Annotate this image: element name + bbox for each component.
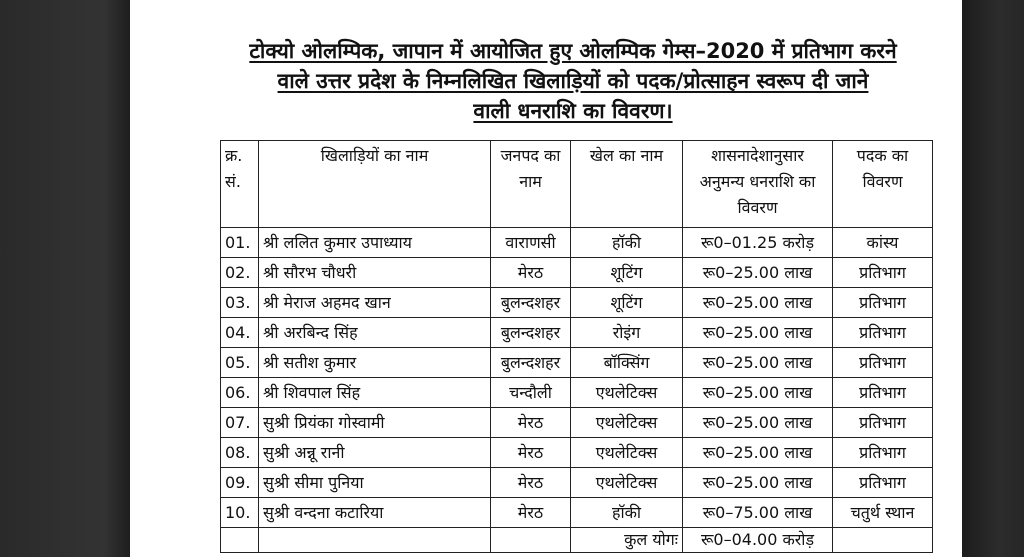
cell-sport: रोइंग (571, 318, 683, 348)
cell-sport: हॉकी (571, 228, 683, 258)
table-row (221, 288, 933, 318)
table-row (221, 318, 933, 348)
cell-amount: रू0–25.00 लाख (683, 288, 833, 318)
cell-player-name: श्री शिवपाल सिंह (259, 378, 491, 408)
cell-player-name: श्री मेराज अहमद खान (259, 288, 491, 318)
heading-line-1: टोक्यो ओलम्पिक, जापान में आयोजित हुए ओलम्पिक गेम्स–2020 में प्रतिभाग करने (249, 39, 897, 63)
cell-district: चन्दौली (491, 378, 571, 408)
header-district: जनपद का नाम (491, 141, 571, 228)
cell-district: मेरठ (491, 468, 571, 498)
cell-player-name: श्री सतीश कुमार (259, 348, 491, 378)
cell-empty (833, 528, 933, 553)
cell-medal: प्रतिभाग (833, 288, 933, 318)
cell-empty (259, 528, 491, 553)
table-header-row (221, 141, 933, 228)
cell-district: मेरठ (491, 438, 571, 468)
cell-serial-number: 02. (221, 258, 259, 288)
table-total-row (221, 528, 933, 553)
document-heading (218, 36, 928, 126)
cell-sport: बॉक्सिंग (571, 348, 683, 378)
cell-amount: रू0–25.00 लाख (683, 408, 833, 438)
cell-amount: रू0–25.00 लाख (683, 318, 833, 348)
cell-serial-number: 07. (221, 408, 259, 438)
cell-serial-number: 09. (221, 468, 259, 498)
cell-amount: रू0–01.25 करोड़ (683, 228, 833, 258)
cell-serial-number: 08. (221, 438, 259, 468)
cell-medal: कांस्य (833, 228, 933, 258)
cell-district: मेरठ (491, 258, 571, 288)
cell-medal: चतुर्थ स्थान (833, 498, 933, 528)
cell-district: मेरठ (491, 408, 571, 438)
cell-empty (491, 528, 571, 553)
cell-player-name: श्री अरबिन्द सिंह (259, 318, 491, 348)
cell-player-name: श्री ललित कुमार उपाध्याय (259, 228, 491, 258)
viewer-right-margin (962, 0, 1024, 557)
cell-sport: शूटिंग (571, 288, 683, 318)
cell-amount: रू0–25.00 लाख (683, 438, 833, 468)
header-player-name: खिलाड़ियों का नाम (259, 141, 491, 228)
table-row (221, 348, 933, 378)
table-row (221, 438, 933, 468)
cell-serial-number: 10. (221, 498, 259, 528)
cell-amount: रू0–25.00 लाख (683, 348, 833, 378)
cell-district: वाराणसी (491, 228, 571, 258)
cell-serial-number: 01. (221, 228, 259, 258)
cell-player-name: सुश्री प्रियंका गोस्वामी (259, 408, 491, 438)
cell-player-name: सुश्री अन्नू रानी (259, 438, 491, 468)
cell-sport: एथलेटिक्स (571, 438, 683, 468)
cell-amount: रू0–25.00 लाख (683, 258, 833, 288)
cell-sport: एथलेटिक्स (571, 408, 683, 438)
header-sport: खेल का नाम (571, 141, 683, 228)
header-medal: पदक का विवरण (833, 141, 933, 228)
table-row (221, 228, 933, 258)
heading-line-3: वाली धनराशि का विवरण। (473, 99, 673, 123)
cell-player-name: सुश्री सीमा पुनिया (259, 468, 491, 498)
table-row (221, 408, 933, 438)
cell-sport: शूटिंग (571, 258, 683, 288)
cell-medal: प्रतिभाग (833, 438, 933, 468)
cell-amount: रू0–75.00 लाख (683, 498, 833, 528)
heading-line-2: वाले उत्तर प्रदेश के निम्नलिखित खिलाड़ियों को पदक/प्रोत्साहन स्वरूप दी जाने (277, 69, 869, 93)
cell-medal: प्रतिभाग (833, 468, 933, 498)
cell-medal: प्रतिभाग (833, 348, 933, 378)
cell-medal: प्रतिभाग (833, 318, 933, 348)
cell-serial-number: 05. (221, 348, 259, 378)
cell-amount: रू0–25.00 लाख (683, 468, 833, 498)
cell-serial-number: 06. (221, 378, 259, 408)
header-serial-number: क्र. सं. (221, 141, 259, 228)
viewer-left-margin (0, 0, 130, 557)
cell-sport: हॉकी (571, 498, 683, 528)
cell-district: मेरठ (491, 498, 571, 528)
cell-serial-number: 03. (221, 288, 259, 318)
cell-district: बुलन्दशहर (491, 318, 571, 348)
cell-sport: एथलेटिक्स (571, 468, 683, 498)
cell-total-label: कुल योगः (571, 528, 683, 553)
cell-serial-number: 04. (221, 318, 259, 348)
cell-sport: एथलेटिक्स (571, 378, 683, 408)
document-page (130, 0, 962, 557)
cell-medal: प्रतिभाग (833, 378, 933, 408)
table-row (221, 468, 933, 498)
cell-player-name: सुश्री वन्दना कटारिया (259, 498, 491, 528)
table-row (221, 378, 933, 408)
cell-medal: प्रतिभाग (833, 408, 933, 438)
table-row (221, 258, 933, 288)
cell-player-name: श्री सौरभ चौधरी (259, 258, 491, 288)
cell-empty (221, 528, 259, 553)
players-table (220, 140, 933, 553)
header-amount: शासनादेशानुसार अनुमन्य धनराशि का विवरण (683, 141, 833, 228)
cell-district: बुलन्दशहर (491, 288, 571, 318)
cell-amount: रू0–25.00 लाख (683, 378, 833, 408)
table-row (221, 498, 933, 528)
cell-district: बुलन्दशहर (491, 348, 571, 378)
cell-medal: प्रतिभाग (833, 258, 933, 288)
cell-total-amount: रू0–04.00 करोड़ (683, 528, 833, 553)
